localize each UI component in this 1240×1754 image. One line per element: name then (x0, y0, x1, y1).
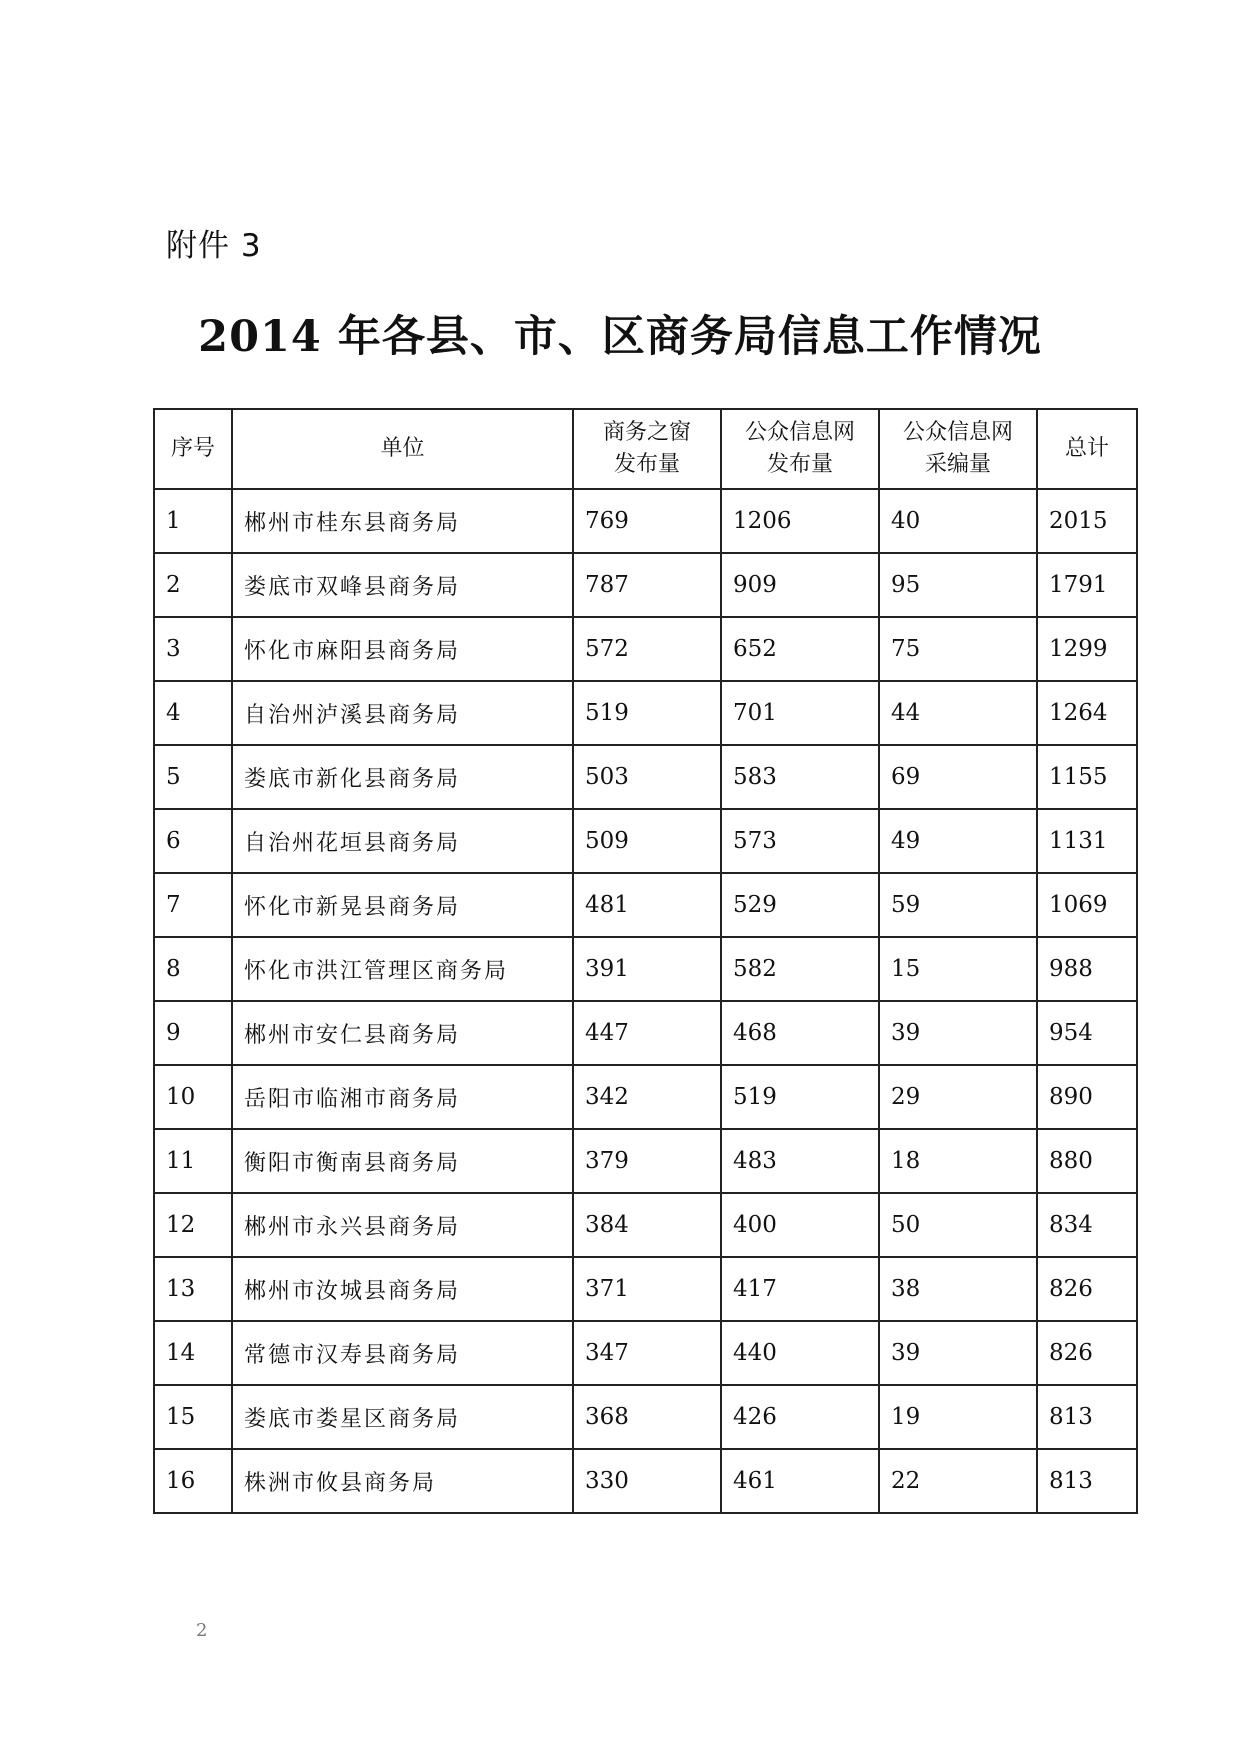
table-row (154, 873, 1137, 937)
cell-total: 954 (1037, 1001, 1137, 1065)
cell-unit: 自治州泸溪县商务局 (232, 681, 573, 745)
cell-window-count: 572 (573, 617, 721, 681)
cell-public-edit-count: 44 (879, 681, 1037, 745)
table-row (154, 681, 1137, 745)
header-window-line2: 发布量 (613, 452, 680, 477)
cell-public-edit-count: 29 (879, 1065, 1037, 1129)
cell-public-pub-count: 519 (721, 1065, 879, 1129)
cell-window-count: 391 (573, 937, 721, 1001)
cell-unit: 岳阳市临湘市商务局 (232, 1065, 573, 1129)
cell-seq: 13 (154, 1257, 232, 1321)
cell-public-edit-count: 49 (879, 809, 1037, 873)
cell-window-count: 509 (573, 809, 721, 873)
cell-window-count: 330 (573, 1449, 721, 1513)
header-public-pub-line1: 公众信息网 (744, 420, 855, 445)
cell-seq: 15 (154, 1385, 232, 1449)
cell-total: 1299 (1037, 617, 1137, 681)
table-row (154, 1193, 1137, 1257)
cell-public-pub-count: 573 (721, 809, 879, 873)
cell-public-edit-count: 18 (879, 1129, 1037, 1193)
cell-seq: 5 (154, 745, 232, 809)
cell-public-pub-count: 461 (721, 1449, 879, 1513)
cell-public-edit-count: 15 (879, 937, 1037, 1001)
cell-unit: 郴州市桂东县商务局 (232, 489, 573, 553)
cell-public-pub-count: 701 (721, 681, 879, 745)
cell-unit: 郴州市安仁县商务局 (232, 1001, 573, 1065)
cell-window-count: 347 (573, 1321, 721, 1385)
header-seq: 序号 (154, 409, 232, 489)
header-total: 总计 (1037, 409, 1137, 489)
table-row (154, 1065, 1137, 1129)
cell-unit: 自治州花垣县商务局 (232, 809, 573, 873)
cell-unit: 郴州市汝城县商务局 (232, 1257, 573, 1321)
cell-seq: 4 (154, 681, 232, 745)
cell-public-pub-count: 583 (721, 745, 879, 809)
cell-public-pub-count: 582 (721, 937, 879, 1001)
cell-unit: 怀化市洪江管理区商务局 (232, 937, 573, 1001)
cell-public-pub-count: 468 (721, 1001, 879, 1065)
cell-window-count: 447 (573, 1001, 721, 1065)
page-number: 2 (196, 1620, 208, 1641)
header-unit: 单位 (232, 409, 573, 489)
cell-seq: 3 (154, 617, 232, 681)
cell-unit: 衡阳市衡南县商务局 (232, 1129, 573, 1193)
page-title: 2014 年各县、市、区商务局信息工作情况 (198, 312, 1042, 362)
cell-public-pub-count: 483 (721, 1129, 879, 1193)
cell-public-edit-count: 69 (879, 745, 1037, 809)
cell-window-count: 379 (573, 1129, 721, 1193)
cell-public-pub-count: 909 (721, 553, 879, 617)
table-header-row (154, 409, 1137, 489)
table-row (154, 1449, 1137, 1513)
cell-total: 1791 (1037, 553, 1137, 617)
cell-total: 1155 (1037, 745, 1137, 809)
cell-window-count: 481 (573, 873, 721, 937)
cell-public-edit-count: 75 (879, 617, 1037, 681)
cell-unit: 娄底市双峰县商务局 (232, 553, 573, 617)
header-window-line1: 商务之窗 (602, 420, 691, 445)
header-public-edit-count (879, 409, 1037, 489)
cell-unit: 娄底市新化县商务局 (232, 745, 573, 809)
cell-unit: 娄底市娄星区商务局 (232, 1385, 573, 1449)
table-row (154, 617, 1137, 681)
cell-seq: 10 (154, 1065, 232, 1129)
cell-public-pub-count: 1206 (721, 489, 879, 553)
cell-seq: 14 (154, 1321, 232, 1385)
cell-public-pub-count: 652 (721, 617, 879, 681)
header-public-edit-line2: 采编量 (924, 452, 991, 477)
cell-public-edit-count: 40 (879, 489, 1037, 553)
cell-seq: 9 (154, 1001, 232, 1065)
table-row (154, 1129, 1137, 1193)
header-public-edit-line1: 公众信息网 (902, 420, 1013, 445)
stats-table (153, 408, 1138, 1514)
cell-public-edit-count: 38 (879, 1257, 1037, 1321)
cell-public-pub-count: 426 (721, 1385, 879, 1449)
cell-window-count: 787 (573, 553, 721, 617)
cell-public-edit-count: 95 (879, 553, 1037, 617)
cell-window-count: 384 (573, 1193, 721, 1257)
header-window-count (573, 409, 721, 489)
cell-total: 813 (1037, 1449, 1137, 1513)
cell-public-edit-count: 39 (879, 1321, 1037, 1385)
cell-window-count: 519 (573, 681, 721, 745)
table-row (154, 745, 1137, 809)
cell-total: 1131 (1037, 809, 1137, 873)
cell-total: 988 (1037, 937, 1137, 1001)
cell-unit: 怀化市新晃县商务局 (232, 873, 573, 937)
cell-public-pub-count: 400 (721, 1193, 879, 1257)
cell-public-edit-count: 19 (879, 1385, 1037, 1449)
cell-public-edit-count: 50 (879, 1193, 1037, 1257)
cell-seq: 7 (154, 873, 232, 937)
cell-unit: 常德市汉寿县商务局 (232, 1321, 573, 1385)
cell-total: 1069 (1037, 873, 1137, 937)
cell-seq: 1 (154, 489, 232, 553)
table-body (154, 489, 1137, 1513)
table-row (154, 1385, 1137, 1449)
cell-total: 826 (1037, 1321, 1137, 1385)
cell-total: 813 (1037, 1385, 1137, 1449)
cell-unit: 怀化市麻阳县商务局 (232, 617, 573, 681)
cell-seq: 2 (154, 553, 232, 617)
cell-public-edit-count: 39 (879, 1001, 1037, 1065)
cell-seq: 6 (154, 809, 232, 873)
cell-total: 826 (1037, 1257, 1137, 1321)
table-row (154, 553, 1137, 617)
table-row (154, 1321, 1137, 1385)
cell-total: 890 (1037, 1065, 1137, 1129)
header-public-pub-line2: 发布量 (766, 452, 833, 477)
table-row (154, 1001, 1137, 1065)
cell-total: 880 (1037, 1129, 1137, 1193)
cell-public-pub-count: 417 (721, 1257, 879, 1321)
cell-seq: 12 (154, 1193, 232, 1257)
cell-total: 834 (1037, 1193, 1137, 1257)
cell-public-edit-count: 22 (879, 1449, 1037, 1513)
cell-public-pub-count: 529 (721, 873, 879, 937)
table-row (154, 809, 1137, 873)
cell-total: 1264 (1037, 681, 1137, 745)
cell-window-count: 371 (573, 1257, 721, 1321)
cell-window-count: 368 (573, 1385, 721, 1449)
table-row (154, 937, 1137, 1001)
table-row (154, 1257, 1137, 1321)
header-public-pub-count (721, 409, 879, 489)
cell-window-count: 342 (573, 1065, 721, 1129)
cell-total: 2015 (1037, 489, 1137, 553)
cell-public-pub-count: 440 (721, 1321, 879, 1385)
table-row (154, 489, 1137, 553)
cell-window-count: 769 (573, 489, 721, 553)
cell-seq: 8 (154, 937, 232, 1001)
cell-public-edit-count: 59 (879, 873, 1037, 937)
attachment-label: 附件 3 (166, 228, 262, 264)
cell-unit: 郴州市永兴县商务局 (232, 1193, 573, 1257)
cell-window-count: 503 (573, 745, 721, 809)
cell-seq: 11 (154, 1129, 232, 1193)
cell-unit: 株洲市攸县商务局 (232, 1449, 573, 1513)
cell-seq: 16 (154, 1449, 232, 1513)
